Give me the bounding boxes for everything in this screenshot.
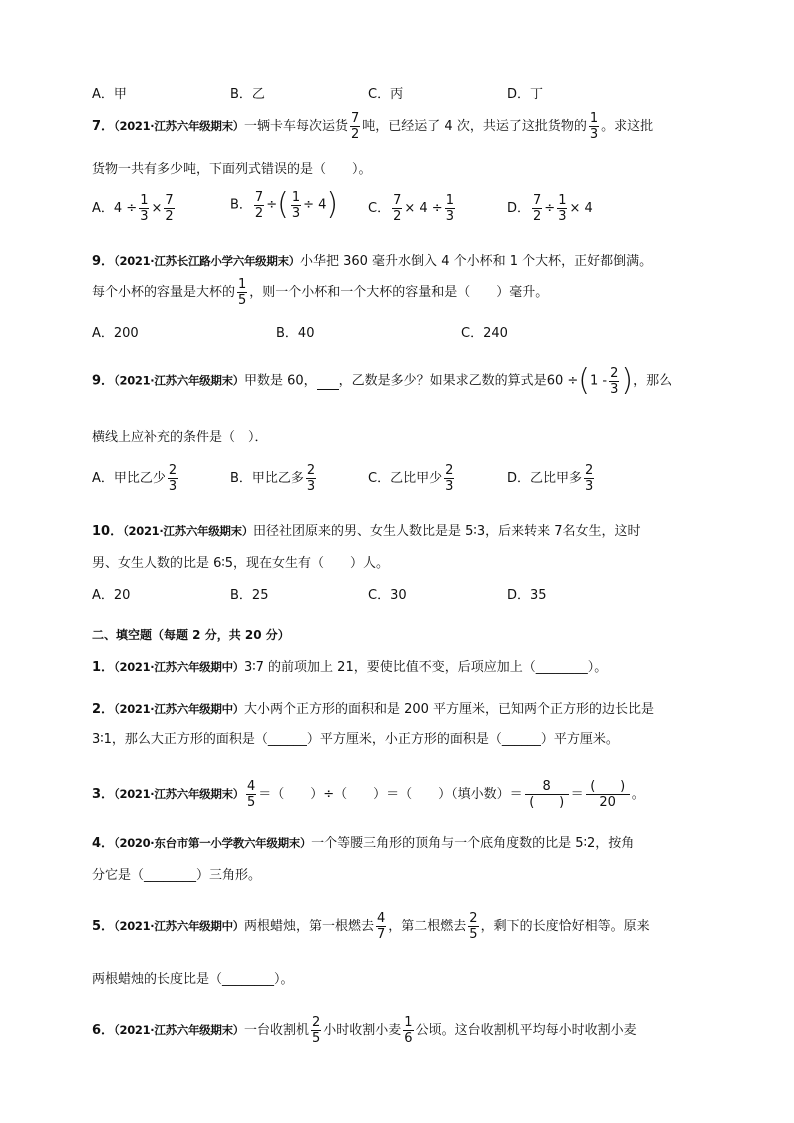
fraction: $\frac{1}{5}$ [238,277,247,308]
question-text: 田径社团原来的男、女生人数比是是 5∶3，后来转来 7名女生，这时 [253,524,641,539]
question-source: （2020·东台市第一小学教六年级期末） [114,836,312,850]
question-10 [92,520,641,539]
option-a: A．甲 [92,87,127,102]
fraction: $\frac{4}{7}$ [377,911,386,942]
q10-option-c: C．30 [368,588,407,603]
question-9b: 9．（2021·江苏六年级期末）甲数是 60， ，乙数是多少？如果求乙数的算式是60 ÷(1 - $\frac{2}{3}$ )，那么 [92,363,673,398]
fill-question-5-line2: 两根蜡烛的长度比是（________）。 [92,972,294,987]
question-9a-line2: 每个小杯的容量是大杯的 $\frac{1}{5}$ ，则一个小杯和一个大杯的容量和是（ ）毫升。 [92,277,549,308]
question-7-line2: 货物一共有多少吨，下面列式错误的是（ ）。 [92,162,372,177]
question-number: 10． [92,524,124,539]
fill-question-4: 4．（2020·东台市第一小学教六年级期末）一个等腰三角形的顶角与一个底角度数的比是 5∶2，按角 [92,836,635,851]
q9b-option-d: D．乙比甲多 $\frac{2}{3}$ [507,463,594,494]
fill-question-3: 3．（2021·江苏六年级期末） $\frac{4}{5}$ ＝（ ）÷（ ）＝（ ）（填小数）＝ $\frac{8}{( )}$ ＝ $\frac{( )}{20}$ 。 [92,779,645,810]
option-c: C．丙 [368,87,404,102]
question-source: （2021·江苏六年级期中） [114,660,244,674]
q7-option-a: A．4 ÷ $\frac{1}{3}$ × $\frac{7}{2}$ [92,193,174,224]
fill-question-4-line2: 分它是（________）三角形。 [92,868,262,883]
q10-option-b: B．25 [230,588,269,603]
question-text: 。求这批 [601,119,654,134]
question-number: 7． [92,119,115,134]
fill-question-6: 6．（2021·江苏六年级期末）一台收割机 $\frac{2}{5}$ 小时收割小麦 $\frac{1}{6}$ 公顷。这台收割机平均每小时收割小麦 [92,1015,637,1046]
fraction-blank: $\frac{( )}{20}$ [586,780,630,809]
q9a-option-b: B．40 [276,326,315,341]
q9b-option-b: B．甲比乙多 $\frac{2}{3}$ [230,463,316,494]
question-7 [92,112,653,141]
q7-option-c: C． $\frac{7}{2}$ × 4 ÷ $\frac{1}{3}$ [368,193,454,224]
q10-option-a: A．20 [92,588,131,603]
q10-option-d: D．35 [507,588,547,603]
question-10-line2: 男、女生人数的比是 6∶5，现在女生有（ ）人。 [92,556,390,571]
fraction: $\frac{2}{3}$ [610,365,619,397]
fraction-blank: $\frac{8}{( )}$ [525,780,569,809]
fill-question-5: 5．（2021·江苏六年级期中）两根蜡烛，第一根燃去 $\frac{4}{7}$ ，第二根燃去 $\frac{2}{5}$ ，剩下的长度恰好相等。原来 [92,911,650,942]
q9a-option-a: A．200 [92,326,139,341]
fraction: $\frac{2}{5}$ [312,1015,321,1046]
q9b-option-a: A．甲比乙少 $\frac{2}{3}$ [92,463,178,494]
option-d: D．丁 [507,87,544,102]
question-9b-line2: 横线上应补充的条件是（ ）． [92,430,268,445]
fraction: $\frac{1}{3}$ [589,111,599,142]
fraction: $\frac{2}{5}$ [469,911,478,942]
question-source: （2021·江苏六年级期末） [114,373,244,388]
q7-option-d: D． $\frac{7}{2}$ ÷ $\frac{1}{3}$ × 4 [507,193,593,224]
question-number: 9． [92,254,115,269]
section-heading: 二、填空题（每题 2 分，共 20 分） [92,628,290,642]
question-source: （2021·江苏六年级期末） [114,787,244,801]
option-b: B．乙 [230,87,265,102]
q9b-option-c: C．乙比甲少 $\frac{2}{3}$ [368,463,454,494]
question-9a [92,250,652,269]
question-number: 9． [92,373,115,389]
fill-question-1: 1．（2021·江苏六年级期中）3∶7 的前项加上 21，要使比值不变，后项应加上（________）。 [92,660,608,675]
question-text: 吨，已经运了 4 次，共运了这批货物的 [362,119,587,134]
question-source: （2021·江苏长江路小学六年级期末） [114,254,300,268]
fill-question-2: 2．（2021·江苏六年级期中）大小两个正方形的面积和是 200 平方厘米，已知两个正方形的边长比是 [92,702,655,717]
fraction: $\frac{7}{2}$ [351,111,360,142]
question-text: 一辆卡车每次运货 [243,119,348,134]
question-text: 小华把 360 毫升水倒入 4 个小杯和 1 个大杯，正好都倒满。 [299,254,653,269]
question-source: （2021·江苏六年级期中） [114,702,244,716]
fill-question-2-line2: 3∶1，那么大正方形的面积是（______）平方厘米，小正方形的面积是（______）平方厘米。 [92,732,619,747]
question-source: （2021·江苏六年级期末） [123,524,254,538]
fraction: $\frac{4}{5}$ [246,779,256,810]
q9a-option-c: C．240 [461,326,508,341]
answer-blank [317,374,339,390]
question-source: （2021·江苏六年级期中） [114,919,244,933]
fraction: $\frac{1}{6}$ [404,1015,413,1046]
q7-option-b: B． $\frac{7}{2}$ ÷( $\frac{1}{3}$ ÷ 4) [230,187,339,222]
question-source: （2021·江苏六年级期末） [114,1023,244,1037]
question-source: （2021·江苏六年级期末） [114,119,244,133]
